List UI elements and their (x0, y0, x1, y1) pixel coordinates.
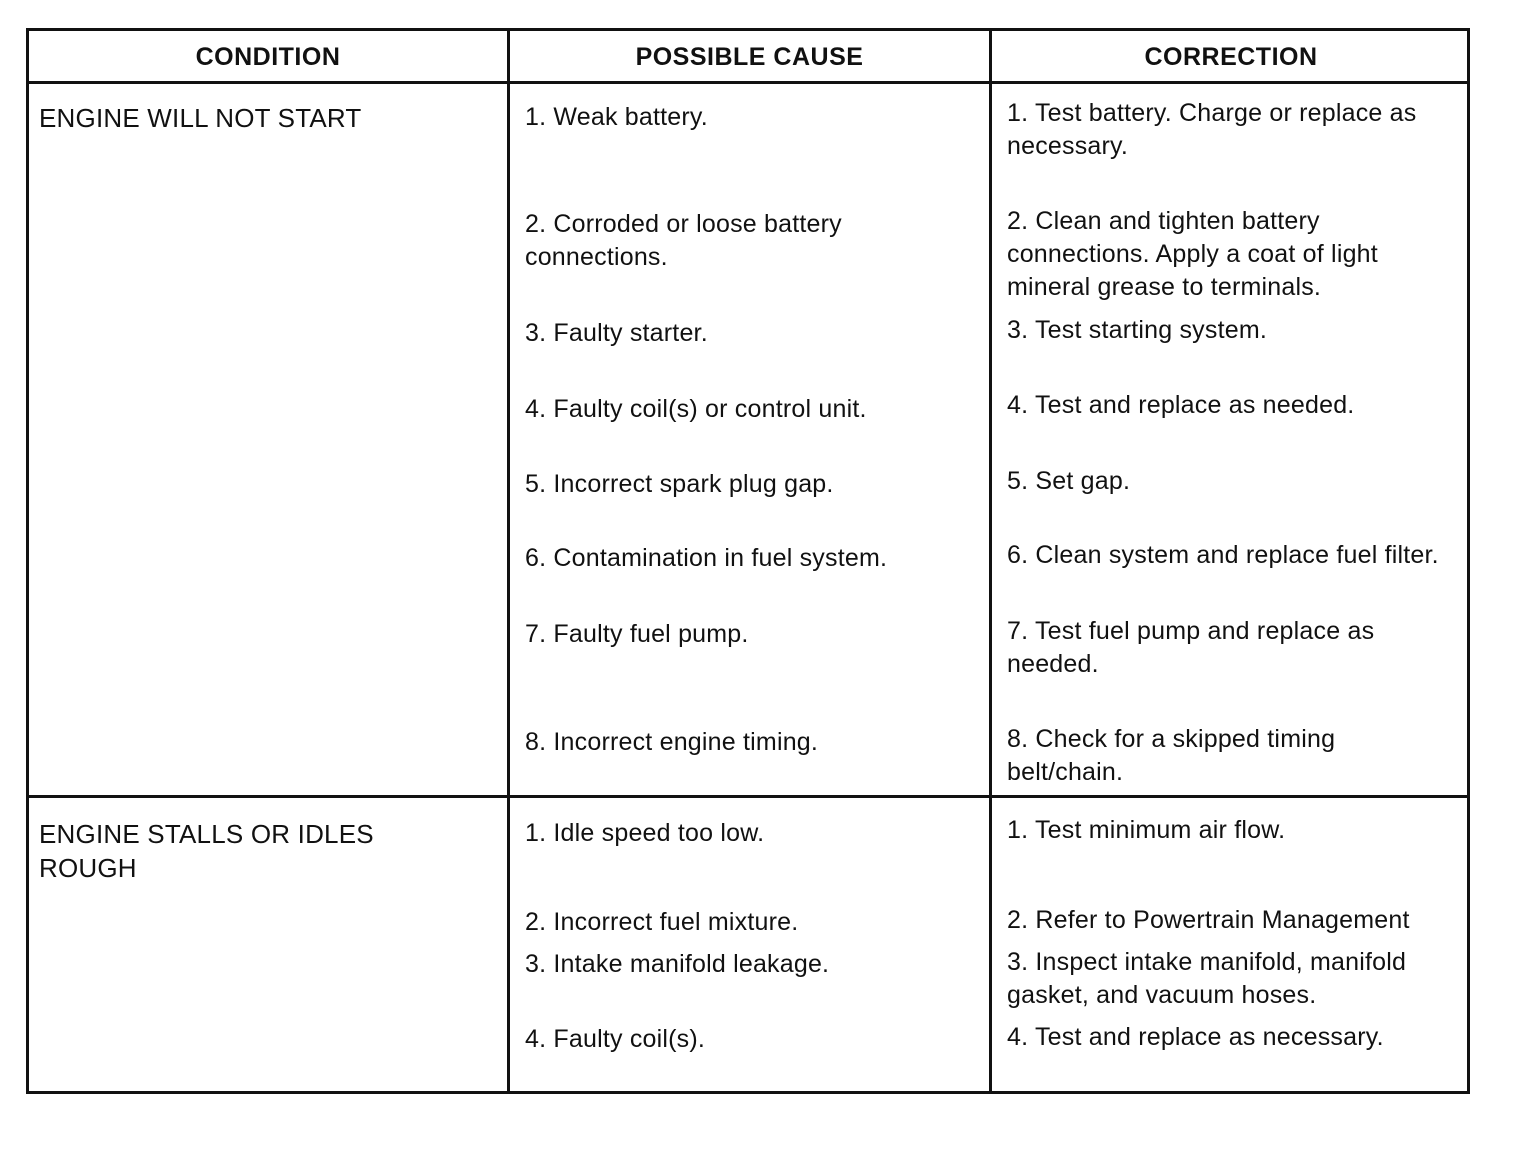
header-correction: CORRECTION (1144, 42, 1318, 71)
header-possible-cause: POSSIBLE CAUSE (635, 42, 864, 71)
header-condition: CONDITION (195, 42, 341, 71)
cause-cell: 3. Faulty starter. (525, 319, 708, 347)
cause-cell: 4. Faulty coil(s) or control unit. (525, 395, 867, 423)
condition-engine-stalls-or-idles-rough: ENGINE STALLS OR IDLES ROUGH (39, 819, 374, 883)
group-divider (29, 795, 1467, 798)
correction-cell: 3. Inspect intake manifold, manifold gasket, and vacuum hoses. (1007, 948, 1407, 1009)
cause-cell: 2. Incorrect fuel mixture. (525, 908, 799, 936)
correction-cell: 3. Test starting system. (1007, 316, 1267, 344)
cause-cell: 3. Intake manifold leakage. (525, 950, 830, 978)
troubleshooting-table (26, 28, 1470, 1094)
condition-engine-will-not-start: ENGINE WILL NOT START (39, 103, 362, 133)
correction-cell: 4. Test and replace as needed. (1007, 391, 1355, 419)
correction-cell: 6. Clean system and replace fuel filter. (1007, 541, 1439, 569)
correction-cell: 5. Set gap. (1007, 467, 1131, 495)
correction-cell: 1. Test minimum air flow. (1007, 816, 1286, 844)
cause-cell: 1. Weak battery. (525, 103, 708, 131)
cause-cell: 7. Faulty fuel pump. (525, 620, 749, 648)
correction-cell: 8. Check for a skipped timing belt/chain. (1007, 725, 1336, 786)
column-divider (507, 31, 510, 1091)
column-divider (989, 31, 992, 1091)
cause-cell: 4. Faulty coil(s). (525, 1025, 706, 1053)
correction-cell: 2. Clean and tighten battery connections. Apply a coat of light mineral grease to terminals. (1007, 207, 1378, 301)
correction-cell: 2. Refer to Powertrain Management (1007, 906, 1410, 934)
cause-cell: 6. Contamination in fuel system. (525, 544, 888, 572)
correction-cell: 7. Test fuel pump and replace as needed. (1007, 617, 1375, 678)
cause-cell: 5. Incorrect spark plug gap. (525, 470, 834, 498)
correction-cell: 1. Test battery. Charge or replace as necessary. (1007, 99, 1417, 160)
cause-cell: 8. Incorrect engine timing. (525, 728, 819, 756)
cause-cell: 2. Corroded or loose battery connections. (525, 210, 842, 271)
correction-cell: 4. Test and replace as necessary. (1007, 1023, 1384, 1051)
cause-cell: 1. Idle speed too low. (525, 819, 765, 847)
